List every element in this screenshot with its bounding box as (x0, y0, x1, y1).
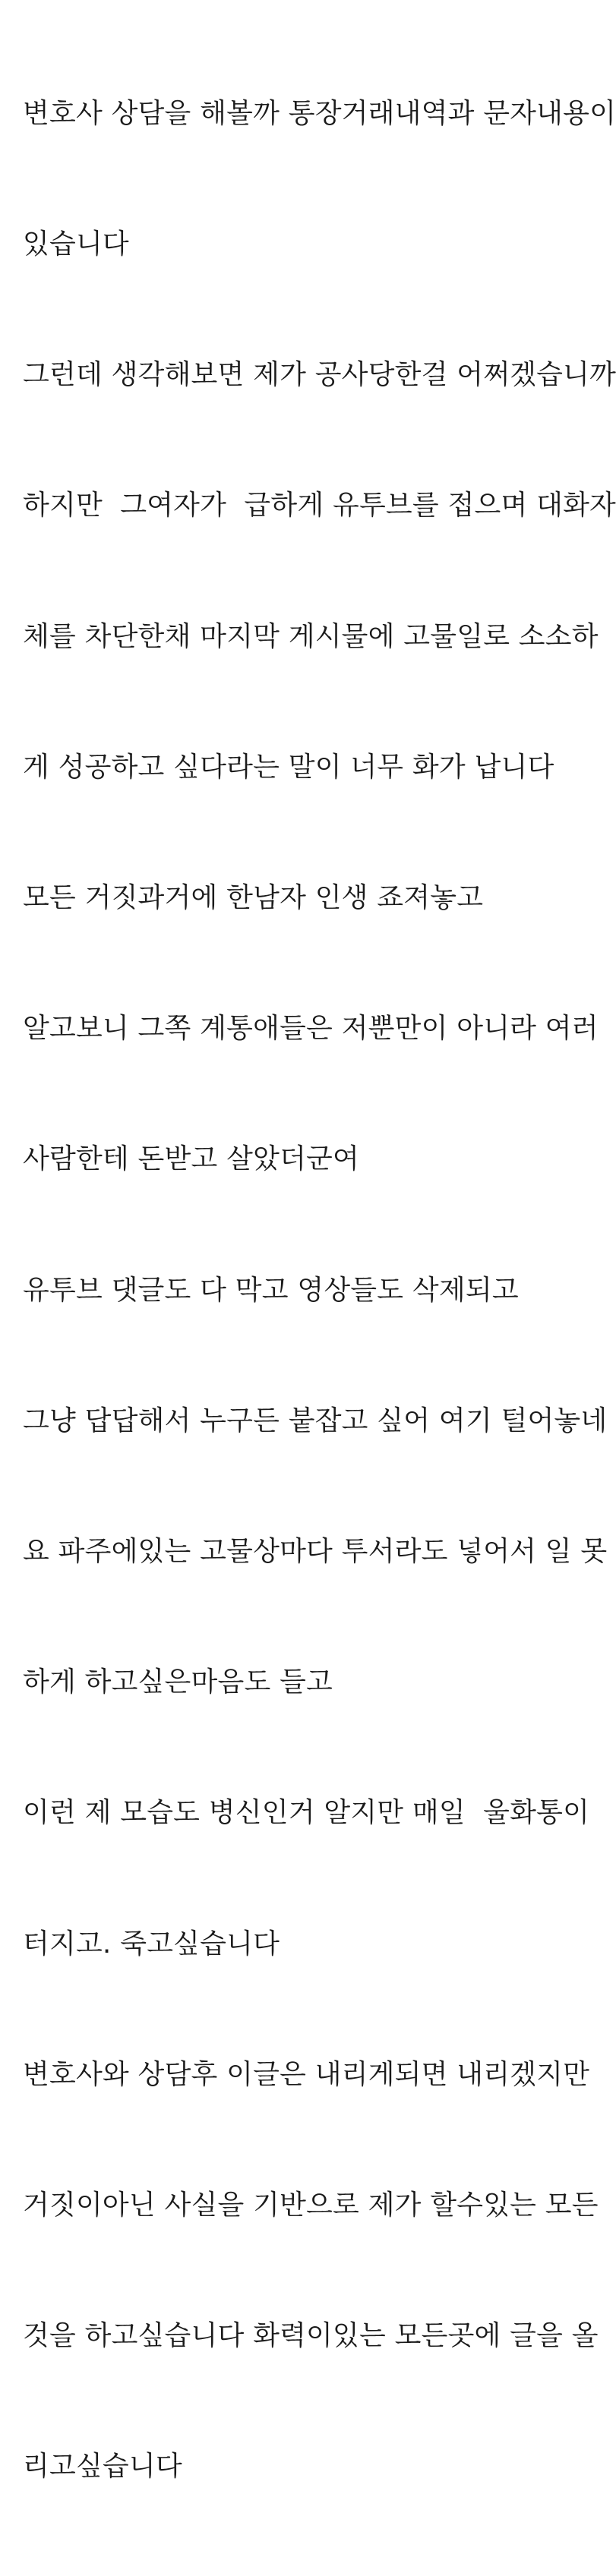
text-line: 변호사 상담을 해볼까 통장거래내역과 문자내용이 (23, 97, 616, 129)
text-line: 있습니다 (23, 229, 129, 260)
text-line: 이런 제 모습도 병신인거 알지만 매일 울화통이 (23, 1797, 590, 1829)
text-line: 그냥 답답해서 누구든 붙잡고 싶어 여기 털어놓네 (23, 1405, 608, 1436)
text-line: 유투브 댓글도 다 막고 영상들도 삭제되고 (23, 1274, 519, 1306)
post-body-text (23, 5, 616, 2576)
text-line: 체를 차단한채 마지막 게시물에 고물일로 소소하 (23, 620, 599, 652)
text-line: 모든 거짓과거에 한남자 인생 죠져놓고 (23, 882, 484, 914)
text-line: 하게 하고싶은마음도 들고 (23, 1666, 333, 1698)
text-line: 하지만 그여자가 급하게 유투브를 접으며 대화자 (23, 490, 616, 522)
text-line: 변호사와 상담후 이글은 내리게되면 내리겠지만 (23, 2058, 590, 2090)
text-line: 그런데 생각해보면 제가 공사당한걸 어쩌겠습니까 (23, 359, 616, 391)
text-line: 요 파주에있는 고물상마다 투서라도 넣어서 일 못 (23, 1536, 608, 1568)
text-line: 사람한테 돈받고 살았더군여 (23, 1143, 359, 1175)
text-line: 거짓이아닌 사실을 기반으로 제가 할수있는 모든 (23, 2190, 599, 2221)
text-line: 게 성공하고 싶다라는 말이 너무 화가 납니다 (23, 751, 554, 783)
text-line: 것을 하고싶습니다 화력이있는 모든곳에 글을 올 (23, 2320, 599, 2352)
text-line: 리고싶습니다 (23, 2451, 182, 2483)
text-line: 터지고. 죽고싶습니다 (23, 1928, 280, 1960)
text-line: 알고보니 그쪽 계통애들은 저뿐만이 아니라 여러 (23, 1013, 599, 1045)
